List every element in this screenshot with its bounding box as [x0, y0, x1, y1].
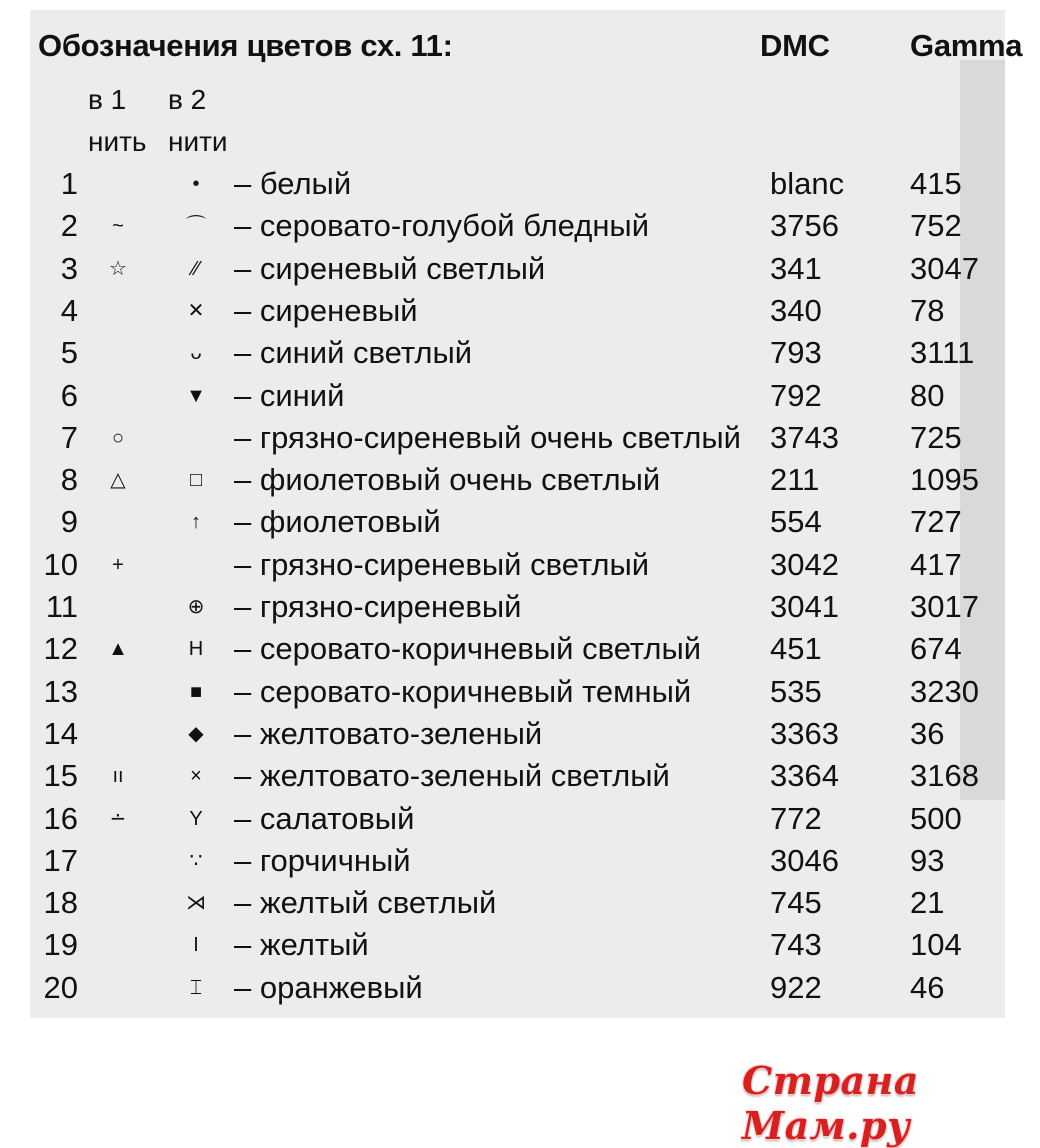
row-number: 11 — [45, 589, 78, 624]
color-name: – желтый светлый — [234, 885, 497, 921]
dmc-code: 3042 — [770, 546, 839, 582]
symbol-one-strand: △ — [110, 469, 126, 492]
color-name: – серовато-голубой бледный — [234, 208, 650, 244]
table-row — [0, 755, 1040, 797]
dmc-code: 3041 — [770, 589, 839, 624]
color-name: – желтый — [234, 927, 369, 963]
row-number: 18 — [43, 885, 78, 921]
table-row — [0, 417, 1040, 459]
gamma-code: 104 — [910, 927, 962, 963]
gamma-code: 3230 — [910, 673, 979, 709]
dmc-code: 3743 — [770, 419, 839, 455]
symbol-one-strand: ▲ — [108, 638, 128, 661]
color-name: – грязно-сиреневый светлый — [234, 546, 650, 582]
symbol-two-strands: ■ — [189, 680, 203, 703]
row-number: 19 — [43, 927, 78, 963]
symbol-one-strand: ∸ — [109, 807, 127, 830]
dmc-code: 211 — [770, 462, 820, 498]
symbol-two-strands: H — [188, 638, 204, 661]
color-name: – оранжевый — [234, 969, 423, 1005]
gamma-code: 727 — [910, 504, 962, 540]
symbol-two-strands: I — [193, 934, 199, 957]
dmc-code: 451 — [770, 631, 822, 667]
table-row — [0, 924, 1040, 966]
table-row — [0, 459, 1040, 501]
row-number: 12 — [43, 631, 78, 667]
color-name: – фиолетовый — [234, 504, 441, 540]
row-number: 6 — [60, 377, 78, 413]
color-name: – белый — [234, 166, 352, 201]
symbol-two-strands: Y — [189, 807, 203, 830]
row-number: 17 — [43, 842, 78, 878]
row-number: 20 — [43, 969, 78, 1005]
gamma-code: 21 — [910, 885, 945, 921]
dmc-code: 745 — [770, 885, 822, 921]
color-name: – сиреневый светлый — [234, 250, 546, 286]
gamma-code: 3168 — [910, 758, 979, 794]
symbol-two-strands: ↑ — [191, 511, 201, 534]
dmc-code: 3756 — [770, 208, 839, 244]
table-row — [0, 163, 1040, 205]
symbol-one-strand: + — [112, 553, 124, 576]
row-number: 9 — [60, 504, 78, 540]
gamma-code: 3111 — [910, 335, 975, 371]
table-row — [0, 798, 1040, 840]
gamma-code: 36 — [910, 715, 945, 751]
color-name: – серовато-коричневый светлый — [234, 631, 702, 667]
table-row — [0, 713, 1040, 755]
row-number: 3 — [60, 250, 78, 286]
dmc-code: 340 — [770, 292, 822, 328]
gamma-code: 417 — [910, 546, 962, 582]
table-row — [0, 671, 1040, 713]
dmc-code: 554 — [770, 504, 822, 540]
dmc-code: 3363 — [770, 715, 839, 751]
column-header-dmc: DMC — [760, 28, 830, 63]
row-number: 4 — [60, 292, 78, 328]
table-row — [0, 332, 1040, 374]
table-row — [0, 628, 1040, 670]
dmc-code: 772 — [770, 800, 822, 836]
symbol-two-strands: ◆ — [188, 722, 204, 745]
symbol-two-strands: ᴗ — [190, 342, 202, 365]
symbol-one-strand: ~ — [112, 215, 124, 238]
color-name: – синий светлый — [234, 335, 473, 371]
gamma-code: 3017 — [910, 589, 979, 624]
gamma-code: 500 — [910, 800, 962, 836]
gamma-code: 725 — [910, 419, 962, 455]
table-row — [0, 248, 1040, 290]
gamma-code: 93 — [910, 842, 945, 878]
gamma-code: 3047 — [910, 250, 979, 286]
table-row — [0, 375, 1040, 417]
dmc-code: blanc — [770, 166, 845, 201]
gamma-code: 78 — [910, 292, 945, 328]
table-row — [0, 205, 1040, 247]
row-number: 2 — [60, 208, 78, 244]
table-row — [0, 290, 1040, 332]
dmc-code: 743 — [770, 927, 822, 963]
table-row — [0, 967, 1040, 1009]
table-row — [0, 840, 1040, 882]
symbol-two-strands: • — [192, 173, 200, 195]
color-name: – фиолетовый очень светлый — [234, 462, 661, 498]
symbol-two-strands: ∵ — [189, 849, 203, 872]
gamma-code: 1095 — [910, 462, 979, 498]
dmc-code: 792 — [770, 377, 822, 413]
symbol-two-strands: ▼ — [186, 384, 206, 407]
symbol-two-strands: × — [190, 765, 202, 788]
row-number: 10 — [43, 546, 78, 582]
row-number: 13 — [43, 673, 78, 709]
color-name: – грязно-сиреневый очень светлый — [234, 419, 741, 455]
color-name: – синий — [234, 377, 345, 413]
subheader-two-strands-top: в 2 — [168, 84, 207, 115]
dmc-code: 3046 — [770, 842, 839, 878]
row-number: 15 — [43, 758, 78, 794]
dmc-code: 793 — [770, 335, 822, 371]
row-number: 1 — [60, 166, 78, 201]
gamma-code: 415 — [910, 166, 962, 201]
table-row — [0, 882, 1040, 924]
color-name: – салатовый — [234, 800, 415, 836]
symbol-one-strand: ☆ — [109, 257, 127, 280]
legend-title: Обозначения цветов сх. 11: — [38, 28, 453, 63]
color-name: – серовато-коричневый темный — [234, 673, 692, 709]
color-name: – желтовато-зеленый — [234, 715, 543, 751]
symbol-two-strands: ⁄⁄ — [192, 257, 200, 280]
symbol-two-strands: □ — [189, 469, 203, 492]
table-row — [0, 501, 1040, 543]
table-row — [0, 544, 1040, 586]
dmc-code: 3364 — [770, 758, 839, 794]
symbol-two-strands: ⊕ — [187, 596, 205, 618]
color-name: – желтовато-зеленый светлый — [234, 758, 670, 794]
column-header-gamma: Gamma — [910, 28, 1023, 63]
row-number: 8 — [60, 462, 78, 498]
gamma-code: 46 — [910, 969, 945, 1005]
strana-mam-watermark: Страна Мам.ру — [742, 1058, 919, 1148]
dmc-code: 341 — [770, 250, 822, 286]
subheader-one-strand-bottom: нить — [88, 126, 147, 157]
row-number: 14 — [43, 715, 78, 751]
symbol-one-strand: ○ — [111, 426, 125, 449]
row-number: 16 — [43, 800, 78, 836]
row-number: 7 — [60, 419, 78, 455]
gamma-code: 674 — [910, 631, 962, 667]
dmc-code: 922 — [770, 969, 822, 1005]
color-name: – сиреневый — [234, 292, 418, 328]
symbol-two-strands: ✕ — [187, 299, 205, 322]
symbol-one-strand: ıı — [112, 765, 124, 788]
symbol-two-strands: ⌶ — [190, 976, 202, 999]
symbol-two-strands: ⋊ — [186, 892, 206, 915]
gamma-code: 752 — [910, 208, 962, 244]
subheader-one-strand-top: в 1 — [88, 84, 127, 115]
gamma-code: 80 — [910, 377, 945, 413]
symbol-two-strands: ⌒ — [186, 215, 206, 238]
table-row — [0, 586, 1040, 628]
color-name: – грязно-сиреневый — [234, 589, 522, 624]
dmc-code: 535 — [770, 673, 822, 709]
color-name: – горчичный — [234, 842, 411, 878]
subheader-two-strands-bottom: нити — [168, 126, 228, 157]
row-number: 5 — [60, 335, 78, 371]
